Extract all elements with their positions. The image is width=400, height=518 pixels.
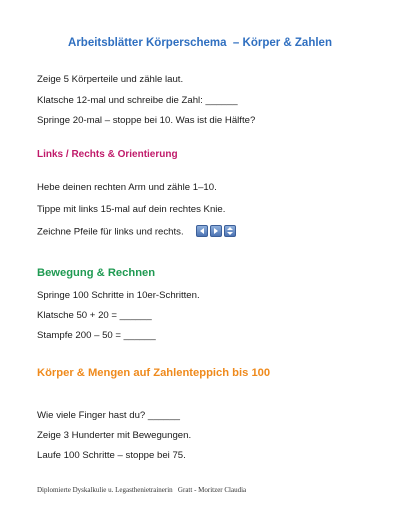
arrow-left-icon (196, 225, 208, 237)
task-line: Laufe 100 Schritte – stoppe bei 75. (37, 450, 186, 461)
task-line: Klatsche 12-mal und schreibe die Zahl: ______ (37, 95, 238, 106)
section-heading-orientation: Links / Rechts & Orientierung (37, 149, 178, 160)
task-line: Zeige 5 Körperteile und zähle laut. (37, 74, 184, 85)
task-line: Tippe mit links 15-mal auf dein rechtes Knie. (37, 204, 226, 215)
task-line: Wie viele Finger hast du? ______ (37, 410, 180, 421)
section-heading-number-carpet: Körper & Mengen auf Zahlenteppich bis 100 (37, 367, 271, 379)
task-line-text: Zeichne Pfeile für links und rechts. (37, 226, 184, 238)
task-line: Springe 100 Schritte in 10er-Schritten. (37, 290, 200, 301)
task-line: Klatsche 50 + 20 = ______ (37, 310, 152, 321)
arrow-icons-group (196, 225, 236, 237)
arrow-right-icon (210, 225, 222, 237)
section-heading-movement: Bewegung & Rechnen (37, 267, 156, 279)
task-line: Springe 20-mal – stoppe bei 10. Was ist die Hälfte? (37, 115, 256, 126)
task-line: Hebe deinen rechten Arm und zähle 1–10. (37, 182, 217, 193)
task-line: Zeige 3 Hunderter mit Bewegungen. (37, 430, 192, 441)
task-line: Stampfe 200 – 50 = ______ (37, 330, 156, 341)
worksheet-title: Arbeitsblätter Körperschema – Körper & Zahlen (68, 37, 332, 49)
task-line-arrows (37, 226, 236, 239)
footer-credit: Diplomierte Dyskalkulie u. Legasthenietrainerin Gratt - Moritzer Claudia (37, 486, 247, 494)
arrow-up-down-icon (224, 225, 236, 237)
